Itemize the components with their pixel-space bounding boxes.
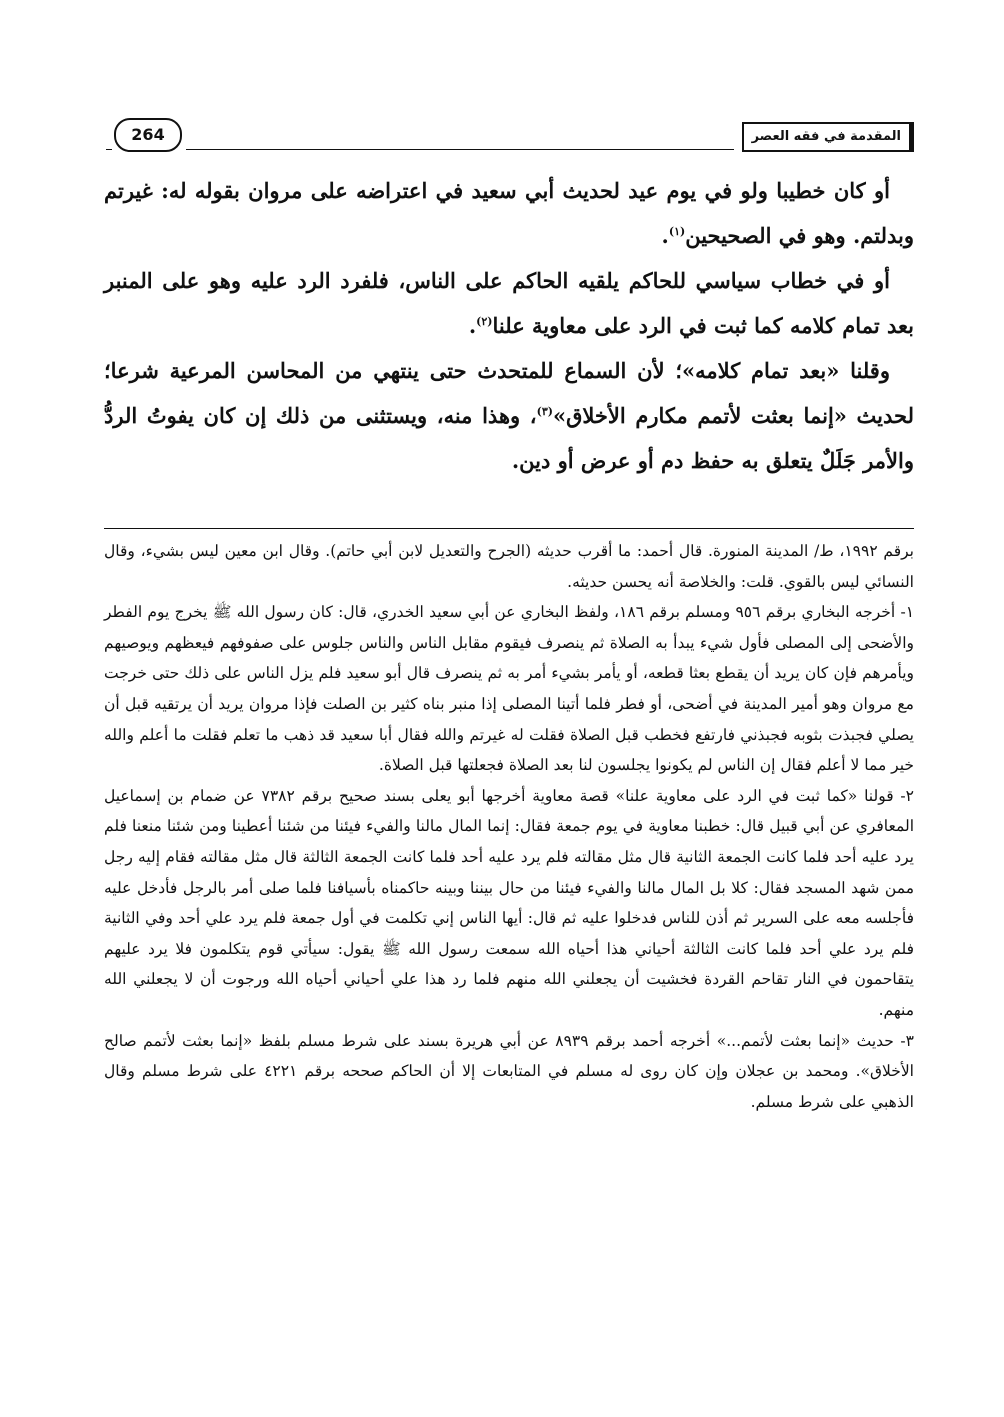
main-paragraph: أو في خطاب سياسي للحاكم يلقيه الحاكم على الناس، فلفرد الرد عليه وهو على المنبر بعد تمام كلامه كما ثبت في الرد على معاوية علنا$^{(٢)}$.	[104, 268, 914, 338]
footnote-ref: (٢)	[476, 315, 493, 328]
main-paragraph: وقلنا «بعد تمام كلامه»؛ لأن السماع للمتحدث حتى ينتهي من المحاسن المرعية شرعا؛ لحديث «إنما بعثت لأتمم مكارم الأخلاق»$^{(٣)}$، وهذا منه، ويستثنى من ذلك إن كان يفوتُ الردُّ والأمر جَلَلٌ يتعلق به حفظ دم أو عرض أو دين.	[104, 358, 914, 473]
header-rule	[186, 149, 734, 150]
footnotes	[104, 536, 914, 1117]
page-number: 264	[114, 118, 182, 152]
footnote-item: ٢- قولنا «كما ثبت في الرد على معاوية علنا» قصة معاوية أخرجها أبو يعلى بسند صحيح برقم ٧٣٨٢ عن ضمام بن إسماعيل المعافري عن أبي قبيل قال: خطبنا معاوية في يوم جمعة فقال: إنما المال مالنا والفيء فيئنا من شئنا أعطينا ومن شئنا منعنا فلم يرد عليه أحد فلما كانت الجمعة الثانية قال مثل مقالته فلم يرد عليه أحد فلما كانت الجمعة الثالثة قال مثل مقالته فقام إليه رجل ممن شهد المسجد فقال: كلا بل المال مالنا والفيء فيئنا من حال بيننا وبينه حاكمناه بأسيافنا فلما صلى أمر بالرجل فأدخل عليه فأجلسه معه على السرير ثم أذن للناس فدخلوا عليه ثم قال: أيها الناس إني تكلمت في أول جمعة فلم يرد علي أحد وفي الثانية فلم يرد علي أحد فلما كانت الثالثة أحياني هذا أحياه الله سمعت رسول الله ﷺ يقول: سيأتي قوم يتكلمون فلا يرد عليهم يتقاحمون في النار تقاحم القردة فخشيت أن يجعلني الله منهم فلما رد هذا علي أحياني أحياه الله ورجوت أن لا يجعلني الله منهم.	[104, 786, 914, 1019]
footnote-item: ٣- حديث «إنما بعثت لأتمم...» أخرجه أحمد برقم ٨٩٣٩ عن أبي هريرة بسند على شرط مسلم بلفظ «إنما بعثت لأتمم صالح الأخلاق». ومحمد بن عجلان وإن كان روى له مسلم في المتابعات إلا أن الحاكم صححه برقم ٤٢٢١ على شرط مسلم وقال الذهبي على شرط مسلم.	[104, 1031, 914, 1111]
footnote-ref: (٣)	[536, 405, 553, 418]
footnote-separator	[104, 528, 914, 529]
header-rule	[106, 149, 112, 150]
footnote-item: ١- أخرجه البخاري برقم ٩٥٦ ومسلم برقم ١٨٦، ولفظ البخاري عن أبي سعيد الخدري، قال: كان رسول الله ﷺ يخرج يوم الفطر والأضحى إلى المصلى فأول شيء يبدأ به الصلاة ثم ينصرف فيقوم مقابل الناس والناس جلوس على صفوفهم فيعظهم ويوصيهم ويأمرهم فإن كان يريد أن يقطع بعثا قطعه، أو يأمر بشيء أمر به ثم ينصرف قال أبو سعيد فلم يزل الناس على ذلك حتى خرجت مع مروان وهو أمير المدينة في أضحى، أو فطر فلما أتينا المصلى إذا منبر بناه كثير بن الصلت فإذا مروان يريد أن يرتقيه قبل أن يصلي فجبذت بثوبه فجبذني فارتفع فخطب قبل الصلاة فقلت له غيرتم والله فقال أبا سعيد قد ذهب ما تعلم فقلت ما أعلم والله خير مما لا أعلم فقال إن الناس لم يكونوا يجلسون لنا بعد الصلاة فجعلتها قبل الصلاة.	[104, 603, 915, 775]
page-header	[106, 118, 914, 152]
main-text	[104, 168, 914, 483]
book-title: المقدمة في فقه العصر	[742, 122, 914, 152]
footnote-ref: (١)	[668, 225, 686, 238]
main-paragraph: أو كان خطيبا ولو في يوم عيد لحديث أبي سعيد في اعتراضه على مروان بقوله له: غيرتم وبدلتم. وهو في الصحيحين$^{(١)}$.	[104, 178, 914, 248]
footnote-continuation: برقم ١٩٩٢، ط/ المدينة المنورة. قال أحمد: ما أقرب حديثه (الجرح والتعديل لابن أبي حاتم). وقال ابن معين ليس بشيء، وقال النسائي ليس بالقوي. قلت: والخلاصة أنه يحسن حديثه.	[104, 542, 914, 591]
